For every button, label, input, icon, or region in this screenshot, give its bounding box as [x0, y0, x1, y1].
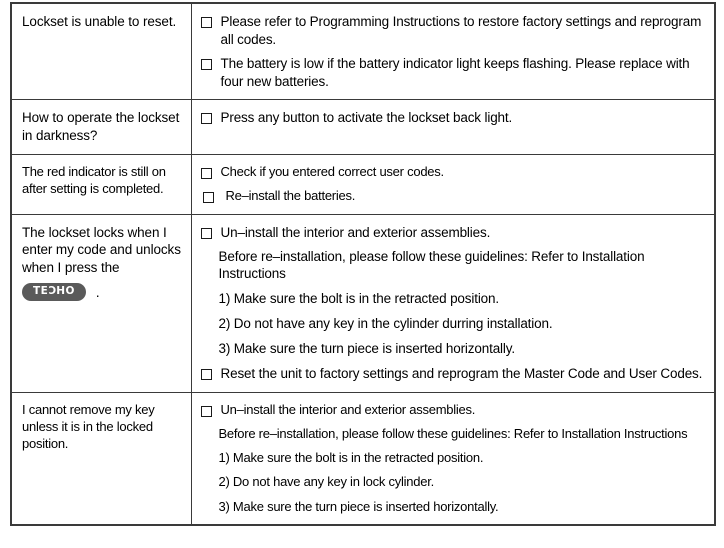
list-item: [201, 55, 707, 90]
list-item-step: 2) Do not have any key in lock cylinder.: [218, 474, 434, 490]
checkbox-icon[interactable]: [201, 369, 212, 380]
badge-letter-o: O: [65, 285, 75, 298]
checkbox-icon[interactable]: [201, 228, 212, 239]
list-item: [201, 365, 707, 383]
list-item-label: Un–install the interior and exterior assemblies.: [220, 224, 491, 240]
list-item: [201, 13, 707, 48]
table-row: [11, 154, 715, 214]
checkbox-icon[interactable]: [201, 59, 212, 70]
badge-letter-c: C: [48, 285, 57, 298]
list-item: [201, 402, 707, 419]
badge-letter-t: T: [33, 285, 41, 298]
list-item: [201, 188, 707, 205]
list-item: [201, 224, 707, 242]
checkbox-icon[interactable]: [201, 406, 212, 417]
table-row: [11, 3, 715, 100]
question-text: The red indicator is still on after setting is completed.: [22, 163, 166, 196]
list-item-label: Un–install the interior and exterior assemblies.: [220, 402, 476, 418]
question-cell: [11, 214, 191, 392]
list-item-step: 3) Make sure the turn piece is inserted horizontally.: [218, 341, 515, 357]
badge-letter-h: H: [56, 285, 66, 298]
list-item-label: Press any button to activate the lockset back light.: [220, 110, 513, 126]
answer-cell: [191, 154, 715, 214]
question-cell: [11, 393, 191, 526]
list-item-label: Please refer to Programming Instructions to restore factory settings and reprogram all codes.: [220, 14, 702, 47]
question-cell: [11, 154, 191, 214]
list-item-step: 3) Make sure the turn piece is inserted horizontally.: [218, 498, 499, 514]
list-item-step: 2) Do not have any key in the cylinder durring installation.: [218, 315, 553, 331]
table-row: [11, 214, 715, 392]
answer-cell: [191, 3, 715, 100]
question-text: Lockset is unable to reset.: [22, 14, 177, 29]
list-item: [201, 164, 707, 181]
badge-letter-e: E: [40, 285, 49, 298]
list-item-step: 1) Make sure the bolt is in the retracted position.: [218, 290, 499, 306]
trailing-period: .: [95, 283, 100, 300]
list-item-note: Before re–installation, please follow these guidelines: Refer to Installation Instructions: [218, 249, 645, 282]
list-item-step: 1) Make sure the bolt is in the retracted position.: [218, 449, 484, 465]
list-item-label: Re–install the batteries.: [225, 187, 356, 203]
question-text: I cannot remove my key unless it is in the locked position.: [22, 402, 155, 451]
question-cell: [11, 100, 191, 155]
list-item: [201, 109, 707, 127]
table-row: [11, 393, 715, 526]
list-item-label: Reset the unit to factory settings and reprogram the Master Code and User Codes.: [220, 366, 703, 382]
answer-cell: [191, 393, 715, 526]
checkbox-icon[interactable]: [201, 168, 212, 179]
answer-cell: [191, 214, 715, 392]
checkbox-icon[interactable]: [201, 17, 212, 28]
list-item-label: The battery is low if the battery indicator light keeps flashing. Please replace with four new batteries.: [220, 56, 690, 89]
question-text: How to operate the lockset in darkness?: [22, 110, 180, 143]
techno-brand-logo: [22, 283, 86, 301]
answer-cell: [191, 100, 715, 155]
troubleshooting-table: [10, 2, 716, 526]
checkbox-icon[interactable]: [203, 192, 214, 203]
list-item-label: Check if you entered correct user codes.: [220, 163, 444, 179]
checkbox-icon[interactable]: [201, 113, 212, 124]
brand-badge-line: [22, 283, 183, 301]
list-item-note: Before re–installation, please follow these guidelines: Refer to Installation Instructions: [218, 425, 688, 441]
question-cell: [11, 3, 191, 100]
table-row: [11, 100, 715, 155]
question-text: The lockset locks when I enter my code and unlocks when I press the: [22, 224, 181, 276]
